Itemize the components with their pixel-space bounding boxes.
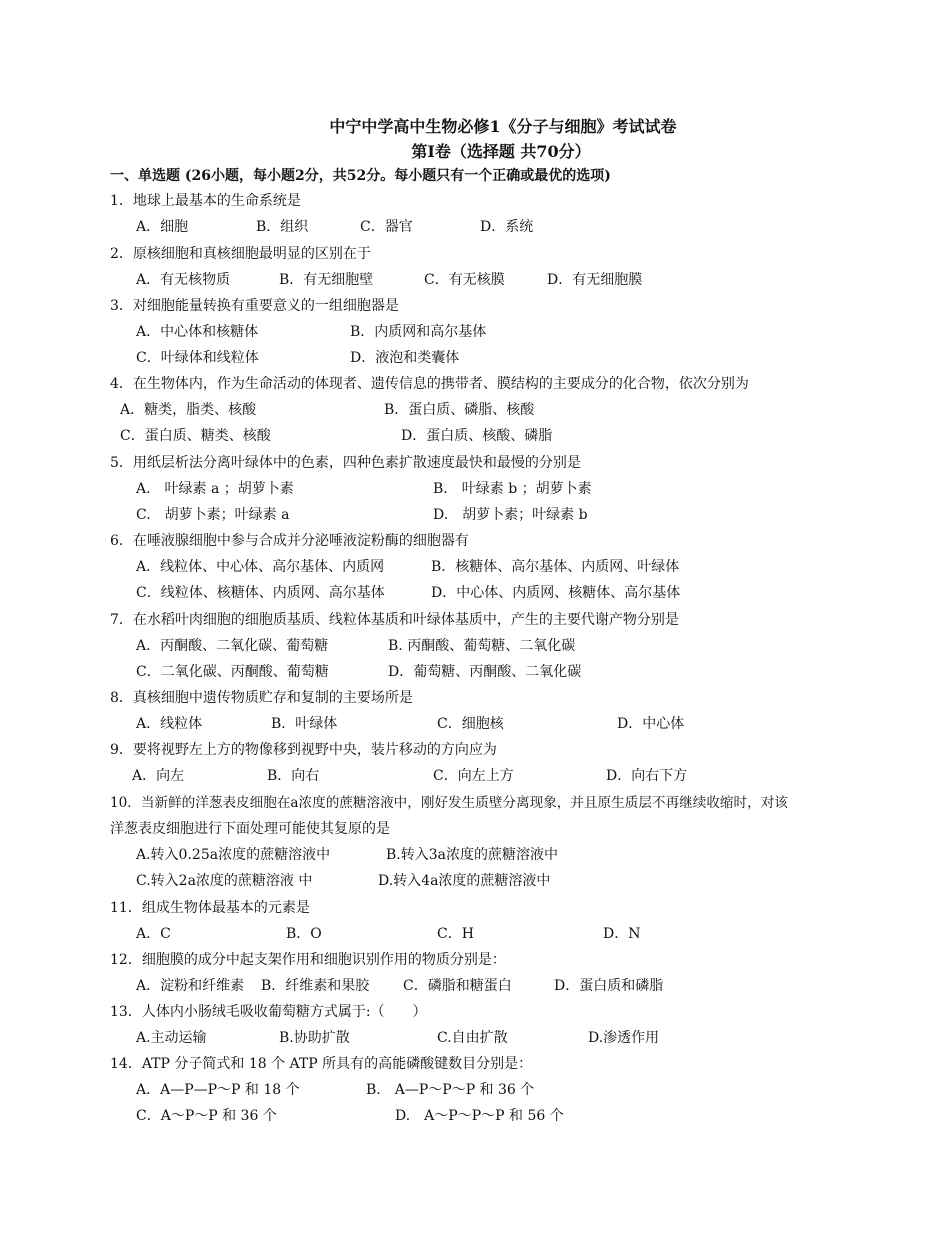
question-stem: 8．真核细胞中遗传物质贮存和复制的主要场所是 [110, 690, 413, 706]
option: B. 丙酮酸、葡萄糖、二氧化碳 [388, 638, 576, 654]
option: D．向右下方 [606, 768, 688, 784]
option: B．有无细胞壁 [279, 272, 374, 288]
question-stem: 10．当新鲜的洋葱表皮细胞在a浓度的蔗糖溶液中，刚好发生质壁分离现象，并且原生质层不再继续收缩时，对该 [110, 795, 788, 811]
option: D．有无细胞膜 [547, 272, 643, 288]
option: C．蛋白质、糖类、核酸 [120, 428, 271, 444]
option: C．二氧化碳、丙酮酸、葡萄糖 [136, 664, 329, 680]
question-stem: 11．组成生物体最基本的元素是 [110, 900, 310, 916]
option: D.转入4a浓度的蔗糖溶液中 [378, 873, 551, 889]
option: A．细胞 [136, 219, 189, 235]
option: A．有无核物质 [136, 272, 231, 288]
question-stem-continued: 洋葱表皮细胞进行下面处理可能使其复原的是 [110, 821, 390, 837]
question-stem: 2．原核细胞和真核细胞最明显的区别在于 [110, 246, 371, 262]
option: B．核糖体、高尔基体、内质网、叶绿体 [431, 559, 680, 575]
option: B．O [286, 926, 322, 942]
option: C．A～P～P 和 36 个 [136, 1108, 277, 1124]
option: D．蛋白质、核酸、磷脂 [401, 428, 553, 444]
question-stem: 12．细胞膜的成分中起支架作用和细胞识别作用的物质分别是： [110, 952, 506, 968]
option: D.渗透作用 [588, 1030, 660, 1046]
question-stem: 1．地球上最基本的生命系统是 [110, 193, 301, 209]
question-stem: 14．ATP 分子简式和 18 个 ATP 所具有的高能磷酸键数目分别是： [110, 1056, 533, 1072]
question-stem: 9．要将视野左上方的物像移到视野中央，装片移动的方向应为 [110, 742, 497, 758]
option: B．向右 [267, 768, 320, 784]
option: D．蛋白质和磷脂 [554, 978, 664, 994]
option: A．线粒体、中心体、高尔基体、内质网 [136, 559, 385, 575]
option: B.协助扩散 [279, 1030, 350, 1046]
option: D．中心体 [617, 716, 685, 732]
page-title: 中宁中学高中生物必修1《分子与细胞》考试试卷 [329, 117, 677, 136]
question-stem: 13．人体内小肠绒毛吸收葡萄糖方式属于:（ ） [110, 1004, 427, 1020]
option: D．液泡和类囊体 [350, 350, 460, 366]
option: B．内质网和高尔基体 [350, 324, 487, 340]
option: C. 胡萝卜素；叶绿素 a [136, 507, 290, 523]
section-heading: 一、单选题 (26小题，每小题2分，共52分。每小题只有一个正确或最优的选项) [110, 168, 611, 184]
question-stem: 7．在水稻叶肉细胞的细胞质基质、线粒体基质和叶绿体基质中，产生的主要代谢产物分别是 [110, 612, 679, 628]
option: C．叶绿体和线粒体 [136, 350, 259, 366]
option: A．向左 [132, 768, 185, 784]
option: D. 胡萝卜素；叶绿素 b [433, 507, 588, 523]
option: D．葡萄糖、丙酮酸、二氧化碳 [388, 664, 582, 680]
option: C．磷脂和糖蛋白 [403, 978, 512, 994]
option: B.转入3a浓度的蔗糖溶液中 [386, 847, 558, 863]
option: C．向左上方 [433, 768, 514, 784]
option: A．淀粉和纤维素 [136, 978, 245, 994]
option: C．有无核膜 [424, 272, 505, 288]
option: A.主动运输 [136, 1030, 207, 1046]
option: D. A～P～P～P 和 56 个 [395, 1108, 564, 1124]
option: B．组织 [256, 219, 309, 235]
option: A．糖类，脂类、核酸 [120, 402, 257, 418]
option: A．C [136, 926, 171, 942]
option: B. 叶绿素 b ；胡萝卜素 [433, 481, 592, 497]
option: D．中心体、内质网、核糖体、高尔基体 [431, 585, 681, 601]
option: B．叶绿体 [271, 716, 338, 732]
option: C．线粒体、核糖体、内质网、高尔基体 [136, 585, 385, 601]
option: A.转入0.25a浓度的蔗糖溶液中 [136, 847, 331, 863]
question-stem: 6．在唾液腺细胞中参与合成并分泌唾液淀粉酶的细胞器有 [110, 533, 469, 549]
question-stem: 4．在生物体内，作为生命活动的体现者、遗传信息的携带者、膜结构的主要成分的化合物，依次分别为 [110, 376, 749, 392]
option: A. 叶绿素 a ；胡萝卜素 [136, 481, 294, 497]
option: C．H [437, 926, 474, 942]
option: D．系统 [480, 219, 534, 235]
option: C．细胞核 [437, 716, 504, 732]
option: C.自由扩散 [437, 1030, 508, 1046]
option: D．N [603, 926, 641, 942]
option: A．线粒体 [136, 716, 203, 732]
option: B．蛋白质、磷脂、核酸 [384, 402, 535, 418]
question-stem: 3．对细胞能量转换有重要意义的一组细胞器是 [110, 298, 399, 314]
option: A．中心体和核糖体 [136, 324, 259, 340]
question-stem: 5．用纸层析法分离叶绿体中的色素，四种色素扩散速度最快和最慢的分别是 [110, 455, 581, 471]
page-subtitle: 第Ⅰ卷（选择题 共70分） [411, 142, 591, 161]
option: C．器官 [360, 219, 413, 235]
option: B. A—P～P～P 和 36 个 [366, 1082, 535, 1098]
option: A．丙酮酸、二氧化碳、葡萄糖 [136, 638, 329, 654]
option: B．纤维素和果胶 [261, 978, 370, 994]
option: A．A—P—P～P 和 18 个 [136, 1082, 300, 1098]
option: C.转入2a浓度的蔗糖溶液 中 [136, 873, 313, 889]
